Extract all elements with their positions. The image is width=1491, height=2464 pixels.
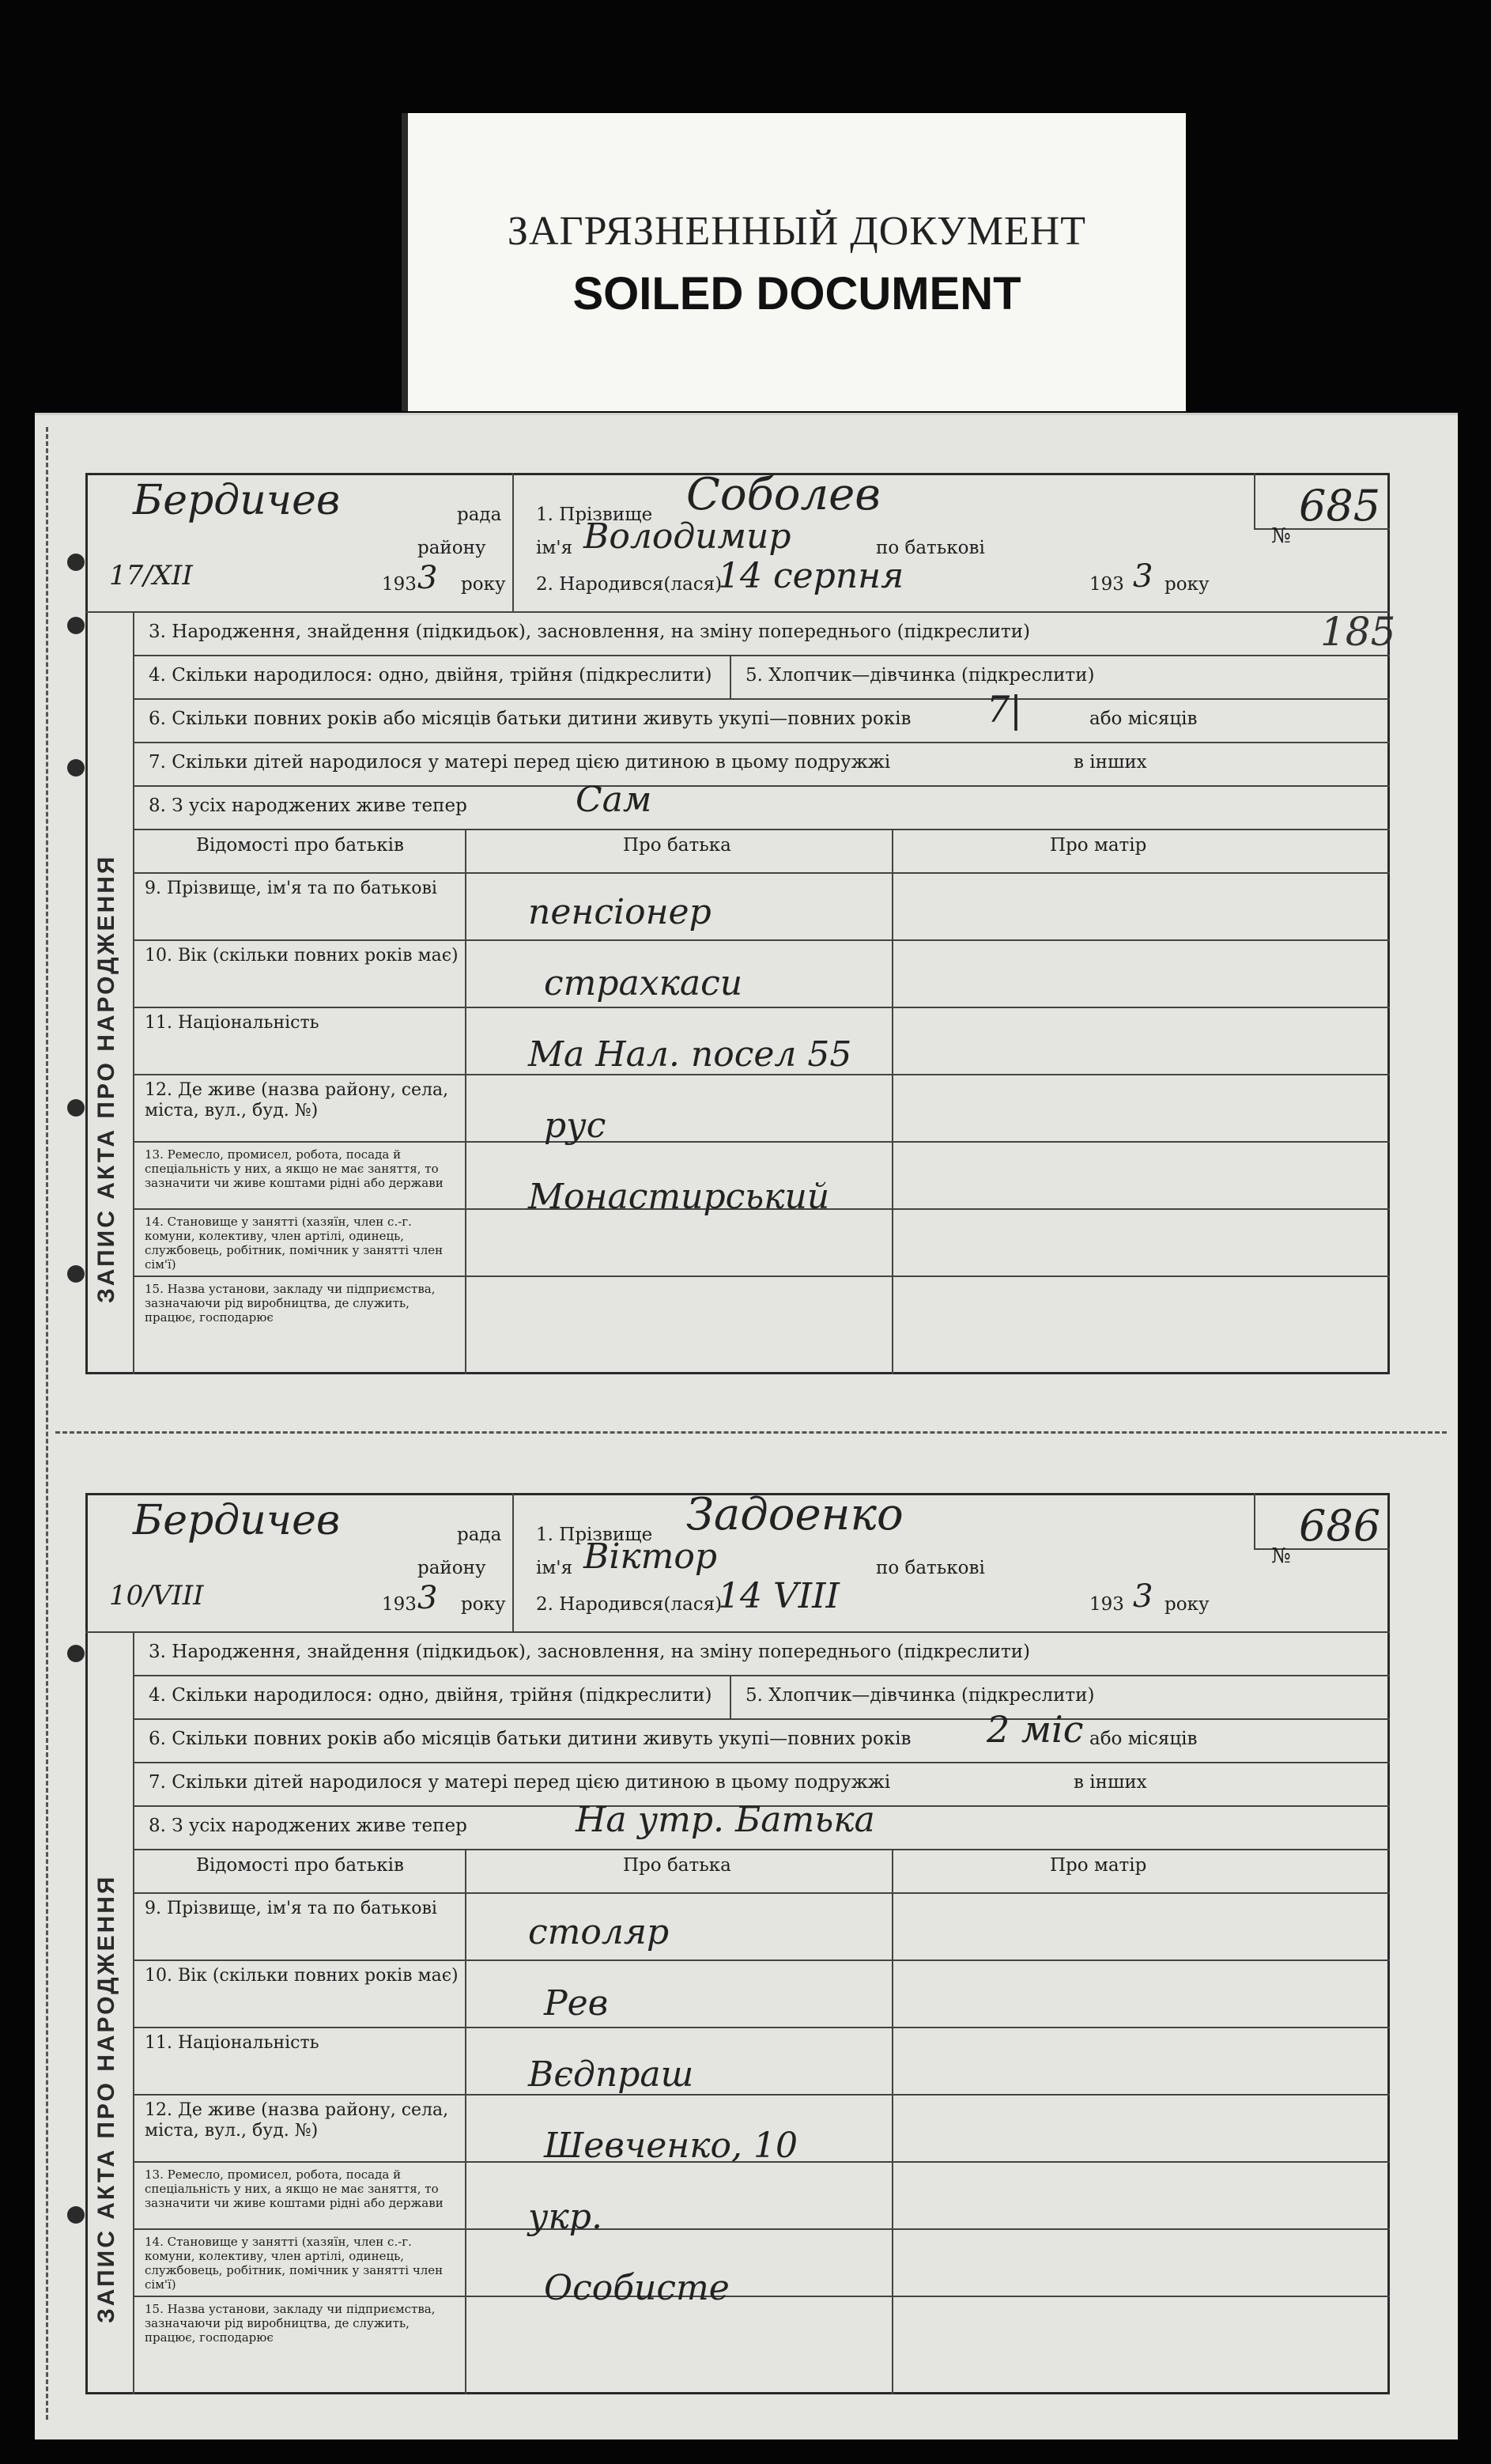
father-info-handwritten: Монастирський [528,1177,830,1217]
q3-label: 3. Народження, знайдення (підкидьок), засновлення, на зміну попереднього (підкреслити) [149,1642,1031,1662]
years-together-handwritten: 7| [987,688,1022,731]
parent-row-r11-label: 11. Національність [145,2033,319,2053]
years-together-handwritten: 2 міс [987,1708,1084,1751]
number-label: № [1271,1544,1291,1568]
parent-row-r13-label: 13. Ремесло, промисел, робота, посада й спеціальність у них, а якщо не має заняття, то зазначити чи живе коштами рідні або держави [145,2167,444,2210]
father-info-handwritten: страхкаси [544,963,743,1003]
birth-record-form [85,469,1390,1374]
label-title-ru: ЗАГРЯЗНЕННЫЙ ДОКУМЕНТ [507,209,1087,254]
father-info-handwritten: Шевченко, 10 [544,2126,798,2166]
born-label: 2. Народився(лася) [536,574,723,595]
parent-row-line [133,2094,1390,2096]
rada-label: рада [457,1525,502,1545]
mother-column-line [892,1849,893,2394]
father-info-handwritten: укр. [528,2197,602,2237]
col-mother-header: Про матір [1050,1855,1147,1876]
q7b-label: в інших [1074,752,1147,773]
surname-label: 1. Прізвище [536,505,653,525]
year-digit-handwritten: 3 [417,560,438,596]
form-row-line [133,698,1390,700]
q4-label: 4. Скільки народилося: одно, двійня, трійня (підкреслити) [149,1685,712,1706]
rada-handwritten: Бердичев [133,1497,341,1544]
parent-row-r14-label: 14. Становище у занятті (хазяїн, член с.-г. комуни, колективу, член артілі, одинець, службовець, робітник, помічник у занятті член сім'ї) [145,2235,444,2292]
q7-label: 7. Скільки дітей народилося у матері перед цією дитиною в цьому подружжі [149,752,891,773]
registration-date-handwritten: 17/XII [109,560,193,591]
soiled-document-label [402,113,1186,411]
form-row-line [133,829,1390,830]
header-divider [512,473,514,611]
col-father-header: Про батька [623,835,731,856]
father-column-line [465,1849,466,2394]
perforation-horizontal [55,1431,1447,1434]
form-row-line [85,611,1390,613]
rok-label: року [461,1594,506,1615]
form-row-line [85,1631,1390,1633]
father-info-handwritten: Особисте [544,2268,730,2308]
parent-row-line [133,939,1390,941]
surname-handwritten: Задоенко [686,1489,904,1540]
binding-hole [67,1645,85,1662]
number-label: № [1271,524,1291,548]
form-row-line [133,872,1390,874]
name-handwritten: Володимир [583,516,791,557]
parent-row-r14-label: 14. Становище у занятті (хазяїн, член с.-г. комуни, колективу, член артілі, одинець, службовець, робітник, помічник у занятті член сім'ї) [145,1215,444,1272]
parent-row-line [133,1141,1390,1143]
parent-row-r10-label: 10. Вік (скільки повних років має) [145,946,459,966]
q4-label: 4. Скільки народилося: одно, двійня, трійня (підкреслити) [149,665,712,686]
binding-hole [67,759,85,777]
born-year-digit-handwritten: 3 [1133,1578,1153,1615]
side-title: ЗАПИС АКТА ПРО НАРОДЖЕННЯ [93,854,119,1303]
name-handwritten: Віктор [583,1536,718,1577]
record-number-handwritten: 686 [1299,1501,1381,1551]
born-label: 2. Народився(лася) [536,1594,723,1615]
born-date-handwritten: 14 серпня [718,556,904,596]
record-number-handwritten: 685 [1299,481,1381,531]
side-column-line [133,611,134,1374]
q7b-label: в інших [1074,1772,1147,1793]
registration-date-handwritten: 10/VIII [109,1580,204,1612]
side-title: ЗАПИС АКТА ПРО НАРОДЖЕННЯ [93,1874,119,2323]
parent-row-r15-label: 15. Назва установи, закладу чи підприємства, зазначаючи рід виробництва, де служить, працює, господарює [145,2302,436,2345]
form-row-line [133,785,1390,787]
parent-row-r12-label: 12. Де живе (назва району, села, міста, вул., буд. №) [145,1080,449,1121]
year-digit-handwritten: 3 [417,1580,438,1616]
parent-row-line [133,1275,1390,1277]
parent-row-line [133,1007,1390,1008]
name-label: ім'я [536,1558,573,1578]
form-row-line [133,1762,1390,1763]
year-print: 193 [382,574,417,595]
form-row-line [133,655,1390,656]
born-rok-label: року [1164,574,1210,595]
parent-row-r15-label: 15. Назва установи, закладу чи підприємства, зазначаючи рід виробництва, де служить, працює, господарює [145,1282,436,1325]
form-row-line [133,1892,1390,1894]
q6-label: 6. Скільки повних років або місяців батьки дитини живуть укупі—повних років [149,709,912,729]
form-row-line [133,1849,1390,1850]
patronymic-label: по батькові [876,1558,985,1578]
perforation-vertical [46,427,48,2420]
q6-label: 6. Скільки повних років або місяців батьки дитини живуть укупі—повних років [149,1729,912,1749]
alive-handwritten: Сам [576,780,652,820]
father-info-handwritten: пенсіонер [528,892,712,932]
born-year-print: 193 [1089,1594,1124,1615]
parent-row-r9-label: 9. Прізвище, ім'я та по батькові [145,1899,437,1918]
patronymic-label: по батькові [876,538,985,558]
surname-handwritten: Соболев [686,469,881,520]
q5-label: 5. Хлопчик—дівчинка (підкреслити) [746,665,1095,686]
born-rok-label: року [1164,1594,1210,1615]
q8-label: 8. З усіх народжених живе тепер [149,1816,467,1836]
father-column-line [465,829,466,1374]
q3-label: 3. Народження, знайдення (підкидьок), засновлення, на зміну попереднього (підкреслити) [149,622,1031,642]
form-row-line [133,742,1390,743]
parent-row-line [133,1959,1390,1961]
parent-row-r10-label: 10. Вік (скільки повних років має) [145,1966,459,1986]
parent-row-line [133,2228,1390,2230]
col-info-header: Відомості про батьків [196,1855,404,1876]
q5-label: 5. Хлопчик—дівчинка (підкреслити) [746,1685,1095,1706]
rada-label: рада [457,505,502,525]
q7-label: 7. Скільки дітей народилося у матері перед цією дитиною в цьому подружжі [149,1772,891,1793]
q4-divider [730,655,731,698]
parent-row-line [133,2027,1390,2028]
parent-row-r11-label: 11. Національність [145,1013,319,1033]
father-info-handwritten: Ма Нал. посел 55 [528,1034,852,1075]
father-info-handwritten: столяр [528,1912,670,1952]
binding-hole [67,1099,85,1117]
parent-row-line [133,2296,1390,2297]
name-label: ім'я [536,538,573,558]
label-title-en: SOILED DOCUMENT [572,268,1021,319]
side-column-line [133,1631,134,2394]
father-info-handwritten: Рев [544,1983,609,2024]
alive-handwritten: На утр. Батька [576,1800,875,1840]
form-row-line [133,1675,1390,1676]
birth-record-form [85,1489,1390,2394]
born-date-handwritten: 14 VIII [718,1576,840,1616]
col-father-header: Про батька [623,1855,731,1876]
surname-label: 1. Прізвище [536,1525,653,1545]
parent-row-r9-label: 9. Прізвище, ім'я та по батькові [145,879,437,898]
father-info-handwritten: Вєдпраш [528,2054,694,2095]
col-mother-header: Про матір [1050,835,1147,856]
rada-handwritten: Бердичев [133,477,341,524]
binding-hole [67,2206,85,2224]
q4-divider [730,1675,731,1718]
born-year-print: 193 [1089,574,1124,595]
raion-label: району [417,1558,486,1578]
margin-note: 185 [1320,609,1396,655]
q6b-label: або місяців [1089,709,1198,729]
binding-hole [67,1265,85,1283]
binding-hole [67,554,85,571]
form-row-line [133,1718,1390,1720]
header-divider [512,1493,514,1631]
raion-label: району [417,538,486,558]
q8-label: 8. З усіх народжених живе тепер [149,796,467,816]
parent-row-r13-label: 13. Ремесло, промисел, робота, посада й спеціальність у них, а якщо не має заняття, то зазначити чи живе коштами рідні або держави [145,1147,444,1190]
parent-row-r12-label: 12. Де живе (назва району, села, міста, вул., буд. №) [145,2100,449,2141]
q6b-label: або місяців [1089,1729,1198,1749]
born-year-digit-handwritten: 3 [1133,558,1153,595]
mother-column-line [892,829,893,1374]
col-info-header: Відомості про батьків [196,835,404,856]
year-print: 193 [382,1594,417,1615]
father-info-handwritten: рус [544,1105,606,1146]
binding-hole [67,617,85,634]
rok-label: року [461,574,506,595]
